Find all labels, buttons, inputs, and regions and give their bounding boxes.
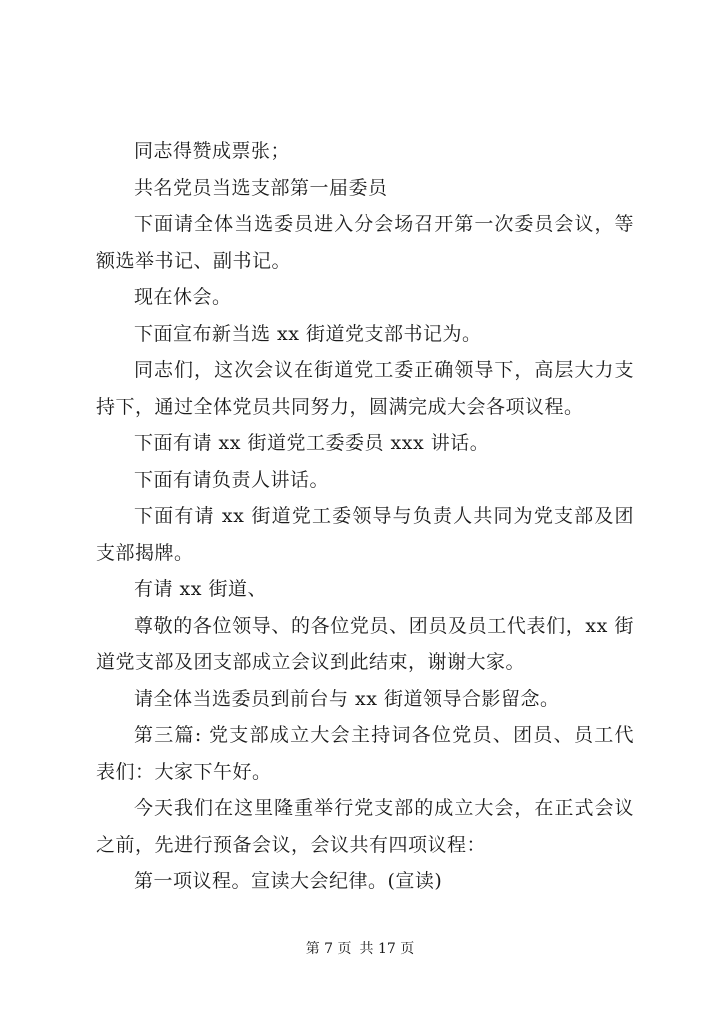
paragraph: 现在休会。 [134, 286, 232, 308]
paragraph: 共名党员当选支部第一届委员 [134, 176, 388, 199]
document-body [96, 133, 634, 900]
paragraph: 下面有请 xx 街道党工委领导与负责人共同为党支部及团支部揭牌。 [96, 505, 634, 564]
paragraph: 下面宣布新当选 xx 街道党支部书记为。 [134, 322, 482, 345]
paragraph: 下面有请负责人讲话。 [134, 468, 330, 491]
paragraph: 同志们，这次会议在街道党工委正确领导下，高层大力支持下，通过全体党员共同努力，圆满完成大会各项议程。 [96, 359, 634, 418]
paragraph: 第一项议程。宣读大会纪律。(宣读) [134, 870, 443, 892]
page-number: 第 7 页 [305, 941, 352, 957]
paragraph: 今天我们在这里隆重举行党支部的成立大会，在正式会议之前，先进行预备会议，会议共有四项议程： [96, 797, 634, 856]
paragraph: 第三篇: 党支部成立大会主持词各位党员、团员、员工代表们：大家下午好。 [96, 724, 634, 783]
paragraph: 下面请全体当选委员进入分会场召开第一次委员会议，等额选举书记、副书记。 [96, 213, 634, 272]
page-total: 共 17 页 [359, 941, 415, 957]
paragraph: 尊敬的各位领导、的各位党员、团员及员工代表们，xx 街道党支部及团支部成立会议到此结束，谢谢大家。 [96, 614, 634, 673]
paragraph: 有请 xx 街道、 [134, 578, 268, 600]
paragraph: 请全体当选委员到前台与 xx 街道领导合影留念。 [134, 687, 560, 710]
paragraph: 同志得赞成票张； [134, 140, 291, 162]
page-footer [0, 938, 720, 958]
paragraph: 下面有请 xx 街道党工委委员 xxx 讲话。 [134, 432, 490, 454]
